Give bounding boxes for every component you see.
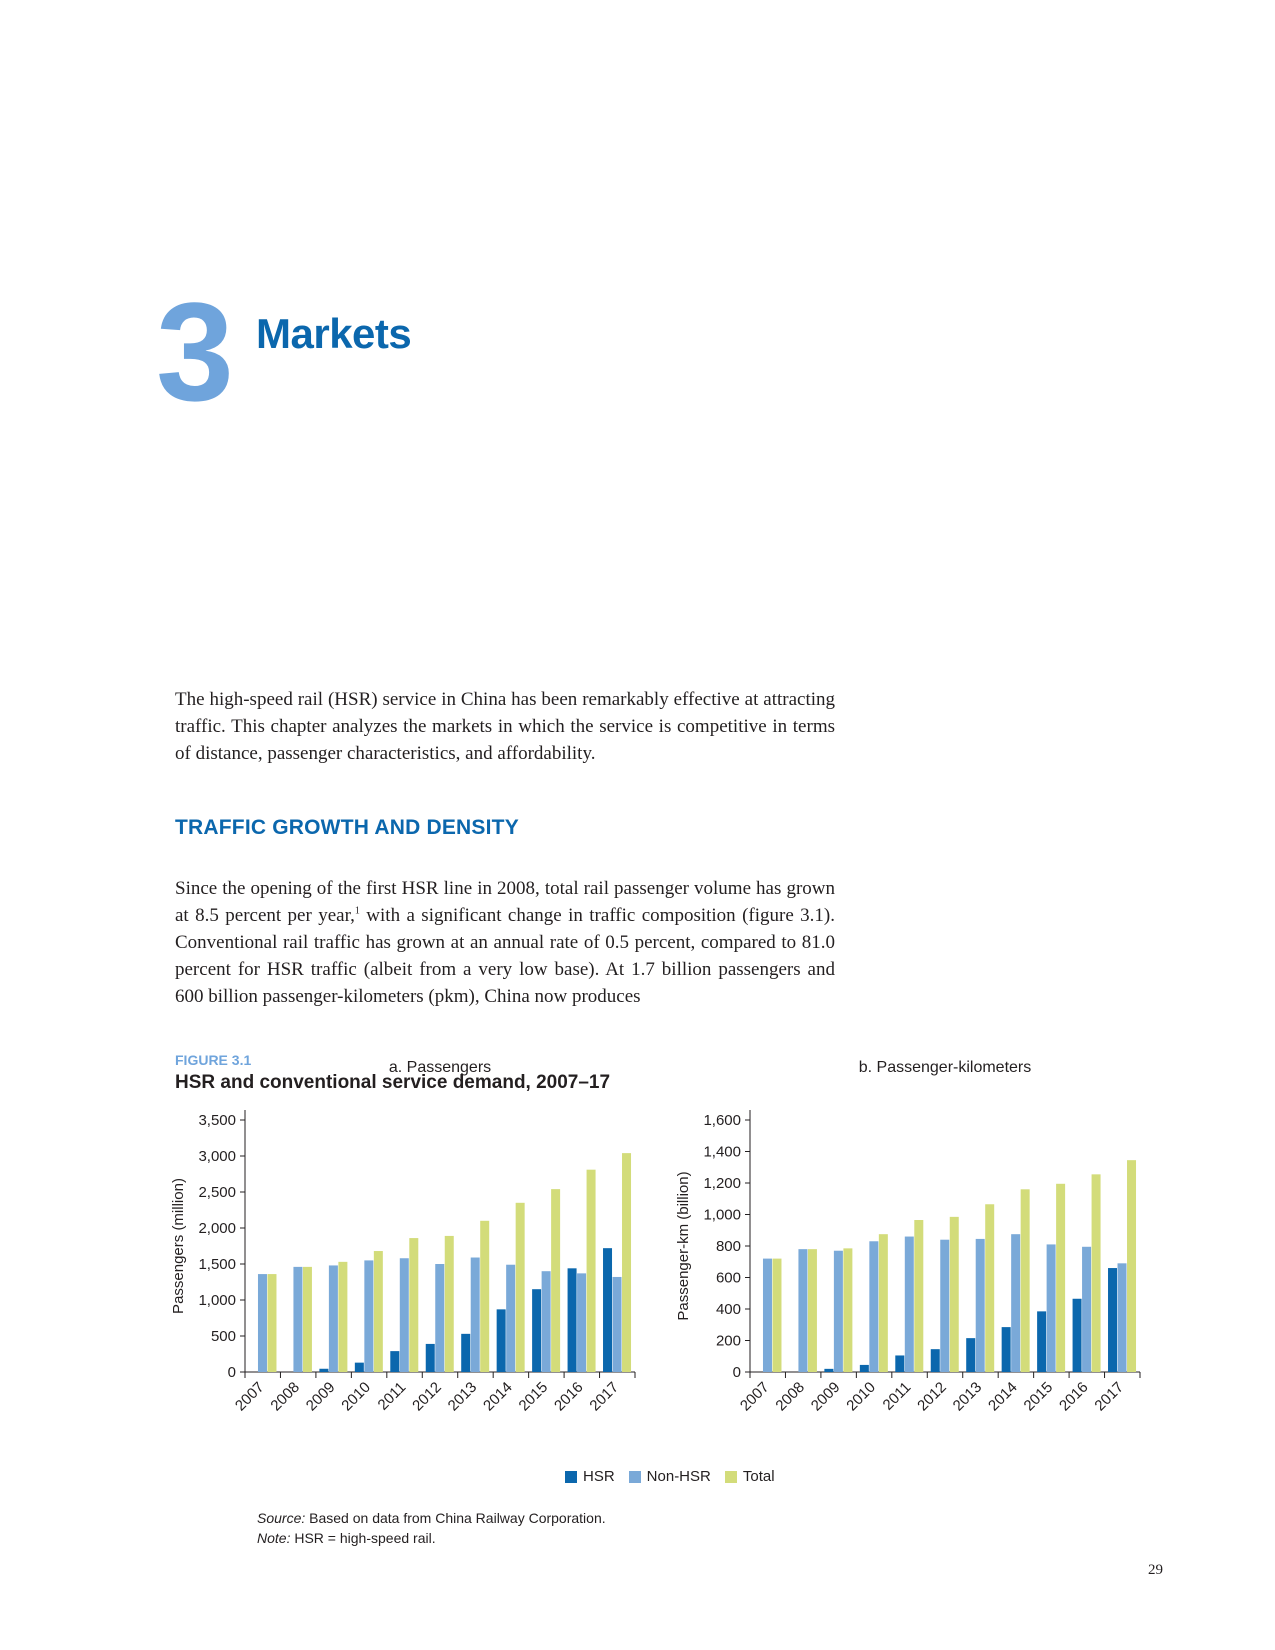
x-tick-label-a-6: 2013	[444, 1378, 481, 1415]
x-tick-label-b-7: 2014	[985, 1378, 1021, 1415]
y-tick-label-b-6: 1,200	[703, 1175, 741, 1192]
y-axis-label-a: Passengers (million)	[170, 1178, 187, 1314]
x-tick-label-a-7: 2014	[480, 1378, 516, 1415]
bar-a-total-2012	[445, 1236, 454, 1372]
bar-b-non-hsr-2013	[976, 1239, 985, 1372]
bar-a-total-2015	[551, 1189, 560, 1372]
footnote-marker[interactable]: 1	[354, 905, 360, 917]
x-tick-label-b-2: 2009	[807, 1378, 844, 1415]
bar-a-total-2011	[409, 1238, 418, 1372]
bar-a-total-2017	[622, 1153, 631, 1372]
x-tick-label-b-6: 2013	[949, 1378, 986, 1415]
bar-b-non-hsr-2010	[869, 1241, 878, 1372]
y-tick-label-b-5: 1,000	[703, 1206, 741, 1224]
legend-swatch-total	[725, 1471, 737, 1483]
legend-swatch-hsr	[565, 1471, 577, 1483]
x-tick-label-a-10: 2017	[586, 1378, 623, 1415]
y-tick-label-a-6: 3,000	[198, 1148, 236, 1165]
x-tick-label-a-4: 2011	[374, 1378, 410, 1414]
bar-a-total-2014	[516, 1203, 525, 1372]
bar-a-hsr-2012	[426, 1344, 435, 1372]
source-line	[257, 1508, 606, 1528]
chart-passenger-km	[670, 1059, 1180, 1460]
y-tick-label-b-7: 1,400	[703, 1143, 741, 1161]
y-tick-label-a-0: 0	[227, 1364, 236, 1381]
bar-a-total-2008	[303, 1267, 312, 1372]
legend-label-total: Total	[742, 1468, 775, 1485]
chart-legend	[565, 1468, 775, 1485]
legend-item-non-hsr	[629, 1468, 711, 1485]
intro-paragraph: The high-speed rail (HSR) service in China has been remarkably effective at attracting traffic. This chapter analyzes the markets in which the service is competitive in terms of distance, passenger characteristics, and affordability.	[175, 689, 835, 764]
y-tick-label-a-4: 2,000	[198, 1220, 236, 1237]
bar-a-hsr-2009	[319, 1369, 328, 1372]
bar-a-non-hsr-2017	[613, 1277, 622, 1372]
x-tick-label-b-9: 2016	[1056, 1378, 1092, 1415]
x-tick-label-b-8: 2015	[1020, 1378, 1057, 1415]
source-label: Source:	[257, 1510, 306, 1526]
bar-a-non-hsr-2010	[364, 1260, 373, 1372]
y-tick-label-a-7: 3,500	[198, 1112, 236, 1129]
bar-a-hsr-2014	[497, 1309, 506, 1372]
bar-b-hsr-2014	[1002, 1327, 1011, 1372]
bar-a-hsr-2013	[461, 1334, 470, 1372]
note-label: Note:	[257, 1530, 291, 1546]
bar-a-non-hsr-2016	[577, 1273, 586, 1372]
legend-label-non-hsr: Non-HSR	[646, 1468, 711, 1485]
bar-a-total-2010	[374, 1251, 383, 1372]
x-tick-label-b-4: 2011	[879, 1378, 915, 1414]
bar-b-total-2015	[1056, 1184, 1065, 1372]
chapter-number: 3	[156, 273, 232, 430]
bar-a-total-2009	[338, 1262, 347, 1372]
bar-b-total-2009	[843, 1248, 852, 1372]
bar-b-total-2008	[808, 1249, 817, 1372]
x-tick-label-b-5: 2012	[914, 1378, 950, 1415]
figure-label: FIGURE 3.1	[175, 1052, 252, 1068]
y-tick-label-a-3: 1,500	[198, 1256, 236, 1273]
x-tick-label-a-3: 2010	[338, 1378, 374, 1415]
bar-a-hsr-2016	[568, 1268, 577, 1372]
y-tick-label-b-4: 800	[715, 1238, 741, 1255]
x-tick-label-b-3: 2010	[843, 1378, 879, 1415]
section-heading: TRAFFIC GROWTH AND DENSITY	[175, 816, 519, 839]
bar-b-total-2011	[914, 1220, 923, 1372]
bar-b-non-hsr-2012	[940, 1240, 949, 1372]
y-tick-label-b-1: 200	[715, 1332, 741, 1350]
growth-paragraph	[175, 875, 835, 1010]
figure-title: HSR and conventional service demand, 2007–17	[175, 1072, 611, 1093]
bar-b-non-hsr-2009	[834, 1251, 843, 1372]
y-axis-label-b: Passenger-km (billion)	[675, 1171, 692, 1321]
page-number: 29	[1148, 1562, 1163, 1578]
bar-a-non-hsr-2008	[293, 1267, 302, 1372]
bar-a-hsr-2017	[603, 1248, 612, 1372]
bar-b-hsr-2012	[931, 1349, 940, 1372]
x-tick-label-a-9: 2016	[551, 1378, 587, 1415]
bar-b-non-hsr-2014	[1011, 1234, 1020, 1372]
bar-b-hsr-2009	[824, 1369, 833, 1372]
y-tick-label-b-3: 600	[715, 1269, 741, 1287]
x-tick-label-a-1: 2008	[267, 1378, 304, 1415]
bar-b-total-2007	[772, 1259, 781, 1372]
y-tick-label-a-2: 1,000	[198, 1292, 236, 1309]
bar-b-total-2017	[1127, 1160, 1136, 1372]
y-tick-label-b-0: 0	[732, 1364, 741, 1381]
x-tick-label-a-0: 2007	[231, 1378, 268, 1415]
bar-b-hsr-2016	[1073, 1299, 1082, 1372]
figure-notes	[257, 1508, 606, 1548]
bar-a-non-hsr-2013	[471, 1258, 480, 1372]
bar-b-total-2013	[985, 1204, 994, 1372]
chart-panel-passenger-km	[670, 1059, 1180, 1460]
bar-b-total-2014	[1021, 1189, 1030, 1372]
bar-b-non-hsr-2015	[1047, 1244, 1056, 1372]
x-tick-label-b-10: 2017	[1091, 1378, 1128, 1415]
bar-b-non-hsr-2011	[905, 1237, 914, 1372]
y-tick-label-a-1: 500	[210, 1328, 236, 1345]
panel-title-a: a. Passengers	[388, 1059, 492, 1076]
bar-b-non-hsr-2016	[1082, 1247, 1091, 1372]
bar-b-hsr-2013	[966, 1338, 975, 1372]
y-tick-label-b-2: 400	[715, 1301, 741, 1318]
growth-text-part-1: Since the opening of the first HSR line in 2008, total rail passenger volume has grown at 8.5 percent per year,	[175, 878, 835, 926]
bar-a-non-hsr-2007	[258, 1274, 267, 1372]
bar-b-hsr-2015	[1037, 1311, 1046, 1372]
bar-b-hsr-2011	[895, 1355, 904, 1372]
legend-item-total	[725, 1468, 775, 1485]
legend-item-hsr	[565, 1468, 615, 1485]
bar-a-non-hsr-2015	[542, 1271, 551, 1372]
source-text: Based on data from China Railway Corporation.	[305, 1510, 606, 1526]
bar-a-non-hsr-2011	[400, 1258, 409, 1372]
x-tick-label-a-8: 2015	[515, 1378, 552, 1415]
bar-b-non-hsr-2017	[1118, 1263, 1127, 1372]
bar-b-non-hsr-2007	[763, 1259, 772, 1372]
bar-a-total-2013	[480, 1221, 489, 1372]
growth-text-part-2: with a significant change in traffic composition (figure 3.1). Conventional rail traffic has grown at an annual rate of 0.5 percent, compared to 81.0 percent for HSR traffic (albeit from a very low base). At 1.7 billion passengers and 600 billion passenger-kilometers (pkm), China now produces	[175, 905, 835, 1007]
bar-a-hsr-2015	[532, 1289, 541, 1372]
x-tick-label-a-2: 2009	[302, 1378, 339, 1415]
note-line	[257, 1528, 606, 1548]
bar-b-total-2010	[879, 1234, 888, 1372]
bar-b-total-2012	[950, 1217, 959, 1372]
bar-b-hsr-2017	[1108, 1268, 1117, 1372]
legend-label-hsr: HSR	[583, 1468, 615, 1485]
legend-swatch-non-hsr	[629, 1471, 641, 1483]
y-tick-label-b-8: 1,600	[703, 1112, 741, 1129]
bar-b-hsr-2010	[860, 1365, 869, 1372]
bar-a-non-hsr-2014	[506, 1265, 515, 1372]
bar-a-total-2016	[587, 1170, 596, 1372]
bar-b-total-2016	[1092, 1174, 1101, 1372]
y-tick-label-a-5: 2,500	[198, 1184, 236, 1201]
x-tick-label-b-1: 2008	[772, 1378, 809, 1415]
bar-a-non-hsr-2012	[435, 1264, 444, 1372]
note-text: HSR = high-speed rail.	[290, 1530, 436, 1546]
chapter-title: Markets	[256, 310, 412, 357]
bar-b-non-hsr-2008	[798, 1249, 807, 1372]
bar-a-hsr-2010	[355, 1363, 364, 1372]
x-tick-label-b-0: 2007	[736, 1378, 773, 1415]
bar-a-hsr-2011	[390, 1351, 399, 1372]
x-tick-label-a-5: 2012	[409, 1378, 445, 1415]
bar-a-non-hsr-2009	[329, 1265, 338, 1372]
bar-a-total-2007	[267, 1274, 276, 1372]
panel-title-b: b. Passenger-kilometers	[858, 1059, 1032, 1076]
